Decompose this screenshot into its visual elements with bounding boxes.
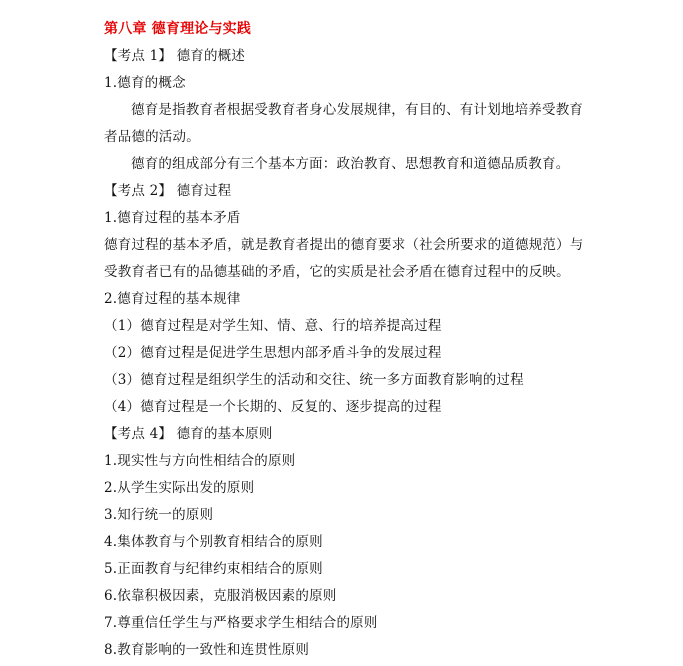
list-item: 8.教育影响的一致性和连贯性原则 — [104, 642, 310, 658]
chapter-title: 第八章 德育理论与实践 — [104, 21, 252, 37]
list-item: 1.现实性与方向性相结合的原则 — [104, 453, 296, 469]
point-label-4: 【考点 4】 德育的基本原则 — [104, 426, 273, 442]
list-item: （1）德育过程是对学生知、情、意、行的培养提高过程 — [104, 318, 442, 334]
list-item: 4.集体教育与个别教育相结合的原则 — [104, 534, 323, 550]
paragraph-line: 德育的组成部分有三个基本方面：政治教育、思想教育和道德品质教育。 — [131, 156, 570, 172]
paragraph-line: 德育是指教育者根据受教育者身心发展规律，有目的、有计划地培养受教育 — [131, 102, 584, 118]
list-item: （2）德育过程是促进学生思想内部矛盾斗争的发展过程 — [104, 345, 442, 361]
point-label-1: 【考点 1】 德育的概述 — [104, 48, 246, 64]
paragraph-line: 德育过程的基本矛盾，就是教育者提出的德育要求（社会所要求的道德规范）与 — [104, 237, 584, 253]
list-item: 3.知行统一的原则 — [104, 507, 214, 523]
list-item: 6.依靠积极因素，克服消极因素的原则 — [104, 588, 337, 604]
list-item: （4）德育过程是一个长期的、反复的、逐步提高的过程 — [104, 399, 442, 415]
point-label-2: 【考点 2】 德育过程 — [104, 183, 232, 199]
list-item: 7.尊重信任学生与严格要求学生相结合的原则 — [104, 615, 378, 631]
list-item: （3）德育过程是组织学生的活动和交往、统一多方面教育影响的过程 — [104, 372, 524, 388]
subheading-basic-laws: 2.德育过程的基本规律 — [104, 291, 241, 307]
subheading-basic-contradiction: 1.德育过程的基本矛盾 — [104, 210, 241, 226]
paragraph-line: 受教育者已有的品德基础的矛盾，它的实质是社会矛盾在德育过程中的反映。 — [104, 264, 570, 280]
paragraph-line: 者品德的活动。 — [104, 129, 200, 145]
subheading-concept: 1.德育的概念 — [104, 75, 186, 91]
list-item: 5.正面教育与纪律约束相结合的原则 — [104, 561, 323, 577]
list-item: 2.从学生实际出发的原则 — [104, 480, 255, 496]
